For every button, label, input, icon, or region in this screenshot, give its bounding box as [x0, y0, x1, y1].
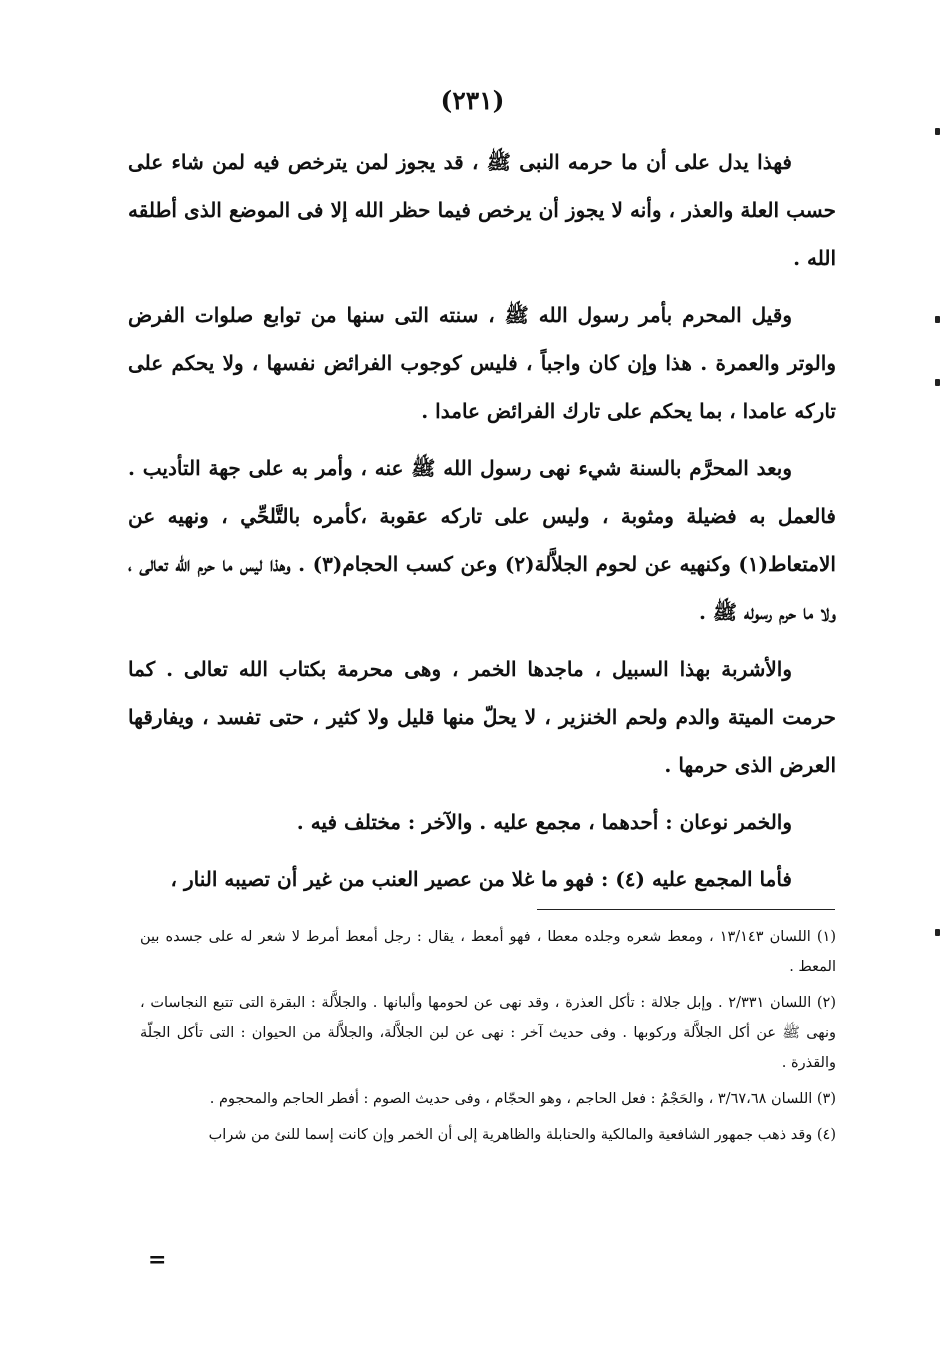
main-text: [128, 138, 836, 912]
footnotes: [140, 922, 836, 1156]
paragraph-3: وبعد المحرَّم بالسنة شيء نهى رسول الله ﷺ عنه ، وأمر به على جهة التأديب . فالعمل به فضيلة ومثوبة ، وليس على تاركه عقوبة ،كأمره بالتَّلحِّي ، ونهيه عن الامتعاط(١) وكنهيه عن لحوم الجلاَّلة(٢) وعن كسب الحجام(٣) . وهذا ليس ما حرم الله تعالى ، ولا ما حرم رسوله ﷺ .: [128, 456, 836, 624]
footnote-3: (٣) اللسان ٣/٦٧،٦٨ ، والحَجْمُ : فعل الحاجم ، وهو الحجّام ، وفى حديث الصوم : أفطر الحاجم والمحجوم .: [209, 1091, 836, 1107]
footnote-4: (٤) وقد ذهب جمهور الشافعية والمالكية والحنابلة والظاهرية إلى أن الخمر وإن كانت إسما للنئ من شراب: [208, 1127, 836, 1143]
paragraph-4: والأشربة بهذا السبيل ، ماجدها الخمر ، وهى محرمة بكتاب الله تعالى . كما حرمت الميتة والدم ولحم الخنزير ، لا يحلّ منها قليل ولا كثير ، حتى تفسد ، ويفارقها العرض الذى حرمها .: [128, 657, 836, 777]
scan-margin-mark: [935, 379, 940, 386]
footnote-1: (١) اللسان ١٣/١٤٣ ، ومعط شعره وجلده معطا ، فهو أمعط ، يقال : رجل أمعط أمرط لا شعر له على جسده بين المعط .: [140, 929, 836, 975]
scan-margin-mark: [935, 128, 940, 135]
paragraph-2: وقيل المحرم بأمر رسول الله ﷺ ، سنته التى سنها من توابع صلوات الفرض والوتر والعمرة . هذا وإن كان واجباً ، فليس كوجوب الفرائض نفسها ، ولا يحكم على تاركه عامدا ، بما يحكم على تارك الفرائض عامدا .: [128, 303, 836, 423]
scan-margin-mark: [935, 316, 940, 323]
paragraph-5: والخمر نوعان : أحدهما ، مجمع عليه . والآخر : مختلف فيه .: [296, 810, 792, 834]
continuation-mark: =: [148, 1247, 167, 1273]
paragraph-6: فأما المجمع عليه (٤) : فهو ما غلا من عصير العنب من غير أن تصيبه النار ،: [170, 867, 792, 891]
scan-margin-mark: [935, 929, 940, 936]
paragraph-1: فهذا يدل على أن ما حرمه النبى ﷺ ، قد يجوز لمن يترخص فيه لمن شاء على حسب العلة والعذر ، وأنه لا يجوز أن يرخص فيما حظر الله إلا فى الموضع الذى أطلقه الله .: [128, 150, 836, 270]
footnote-separator: [537, 909, 835, 910]
page-number: (٢٣١): [440, 86, 505, 115]
footnote-2: (٢) اللسان ٢/٣٣١ . وإبل جلالة : تأكل العذرة ، وقد نهى عن لحومها وألبانها . والجلاَّلة : البقرة التى تتبع النجاسات ، ونهى ﷺ عن أكل الجلاَّلة وركوبها . وفى حديث آخر : نهى عن لبن الجلاَّلة، والجلاَّلة من الحيوان : التى تأكل الجلّة والقذرة .: [140, 995, 836, 1071]
